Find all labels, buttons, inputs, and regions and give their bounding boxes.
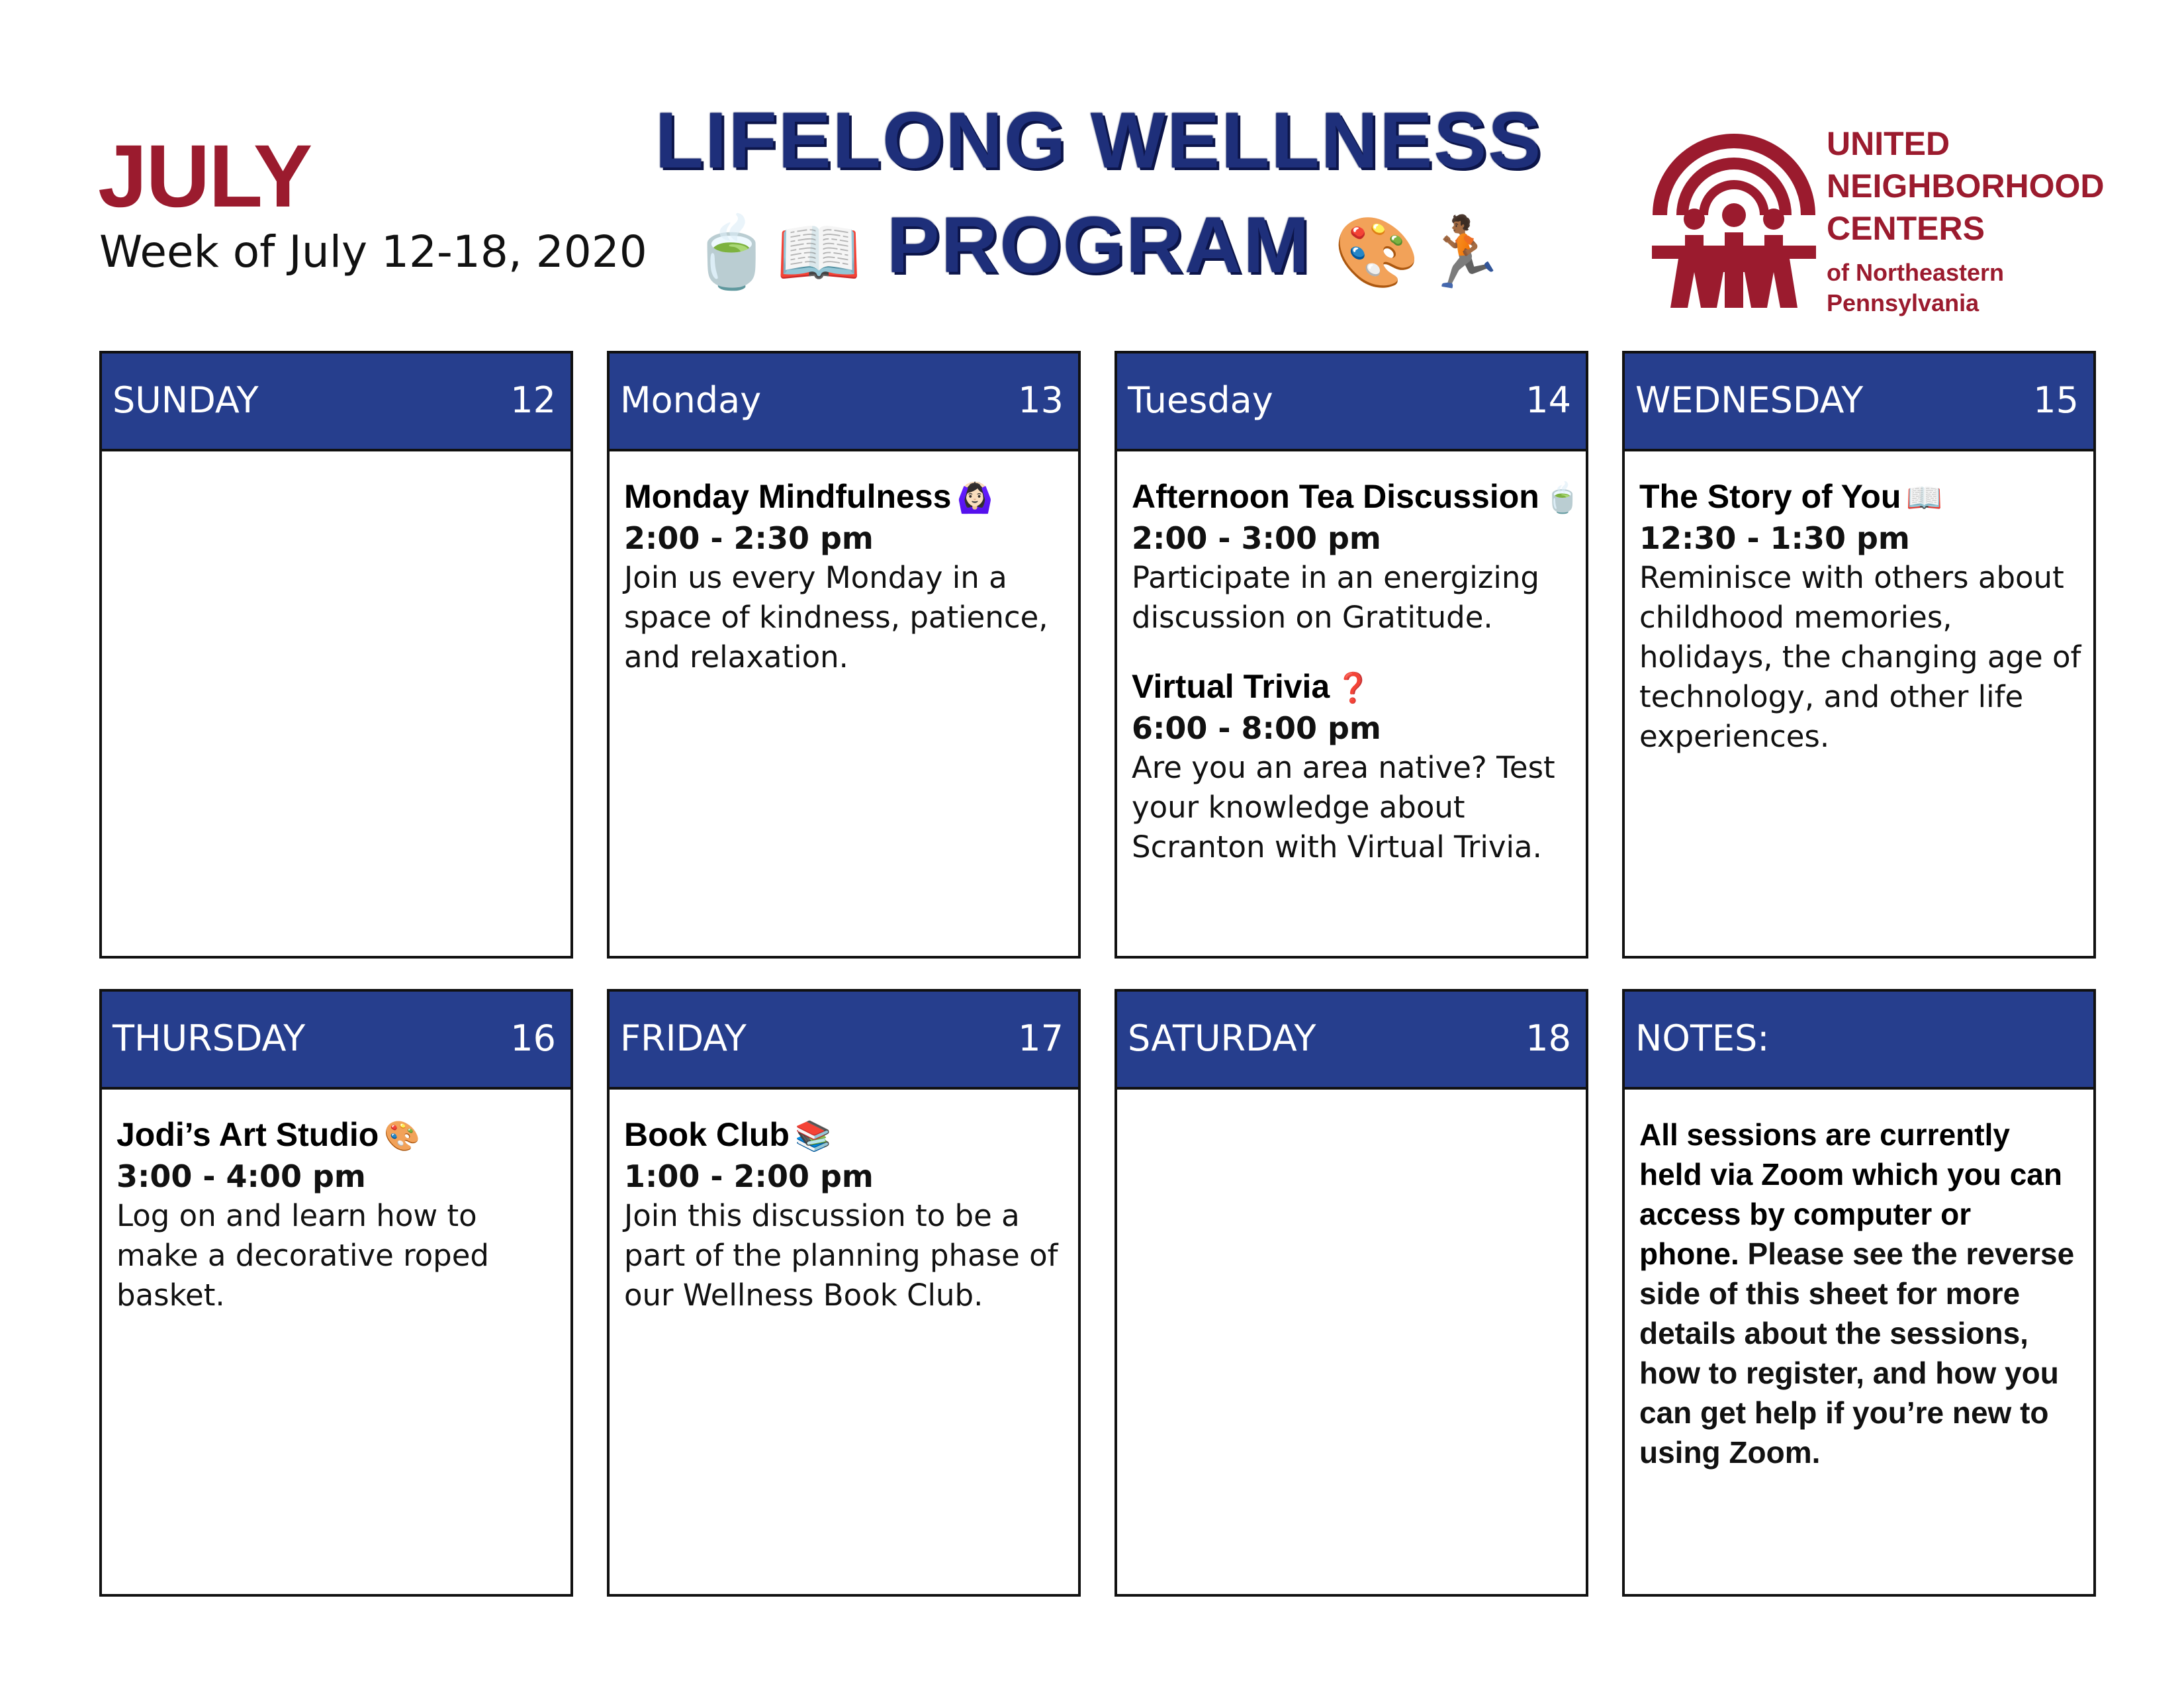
event-title-text: Virtual Trivia	[1132, 668, 1330, 705]
event-description: Join this discussion to be a part of the planning phase of our Wellness Book Club.	[624, 1198, 1058, 1313]
event-time: 2:00 - 2:30 pm	[624, 520, 874, 556]
yoga-person-icon: 🙆🏻‍♀️	[956, 482, 993, 514]
notes-header	[1622, 989, 2096, 1087]
event-description: Are you an area native? Test your knowledge about Scranton with Virtual Trivia.	[1132, 750, 1555, 865]
week-range: Week of July 12-18, 2020	[99, 226, 647, 277]
day-body	[99, 449, 573, 959]
event-description: Log on and learn how to make a decorative roped basket.	[116, 1198, 489, 1313]
logo-line-neighborhood: NEIGHBORHOOD	[1827, 167, 2105, 205]
books-icon: 📚	[794, 1120, 831, 1152]
open-book-icon: 📖	[1906, 482, 1943, 514]
day-header	[1622, 351, 2096, 449]
day-header	[99, 989, 573, 1087]
day-header	[607, 351, 1081, 449]
day-cell-sunday	[99, 351, 573, 959]
day-body	[1115, 449, 1588, 959]
event-virtual-trivia	[1132, 667, 1574, 867]
program-title	[635, 93, 1562, 295]
day-name: SATURDAY	[1128, 1017, 1316, 1059]
event-monday-mindfulness	[624, 477, 1066, 677]
day-name: Monday	[620, 379, 762, 421]
notes-label: NOTES:	[1635, 1017, 1770, 1059]
event-time: 6:00 - 8:00 pm	[1132, 710, 1381, 746]
day-header	[607, 989, 1081, 1087]
day-number: 12	[510, 379, 556, 421]
day-body	[99, 1087, 573, 1597]
day-name: FRIDAY	[620, 1017, 747, 1059]
day-body	[1622, 449, 2096, 959]
day-body	[1115, 1087, 1588, 1597]
event-art-studio	[116, 1115, 559, 1315]
day-cell-tuesday	[1115, 351, 1588, 959]
event-afternoon-tea	[1132, 477, 1581, 637]
unc-logo-text	[1827, 122, 2104, 318]
event-title	[116, 1115, 559, 1156]
event-title-text: Book Club	[624, 1116, 790, 1153]
event-title-text: Monday Mindfulness	[624, 478, 952, 515]
day-cell-wednesday	[1622, 351, 2096, 959]
logo-line-northeastern: of Northeastern	[1827, 259, 2005, 286]
day-number: 18	[1525, 1017, 1571, 1059]
day-number: 13	[1018, 379, 1064, 421]
unc-logo-icon	[1648, 116, 1820, 314]
event-title	[624, 477, 1066, 518]
event-description: Participate in an energizing discussion on Gratitude.	[1132, 560, 1539, 635]
event-time: 12:30 - 1:30 pm	[1639, 520, 1910, 556]
question-mark-icon: ❓	[1335, 672, 1372, 704]
day-cell-thursday	[99, 989, 573, 1597]
day-header	[1115, 989, 1588, 1087]
day-number: 14	[1525, 379, 1571, 421]
day-header	[1115, 351, 1588, 449]
day-cell-monday	[607, 351, 1081, 959]
event-book-club	[624, 1115, 1066, 1315]
notes-rest-text: Please see the reverse side of this sheet for more details about the sessions, how to register, and how you can get help if you’re new to using Zoom.	[1639, 1237, 2075, 1470]
event-time: 1:00 - 2:00 pm	[624, 1158, 874, 1194]
event-title-text: The Story of You	[1639, 478, 1901, 515]
day-header	[99, 351, 573, 449]
day-name: THURSDAY	[113, 1017, 306, 1059]
day-cell-saturday	[1115, 989, 1588, 1597]
day-number: 17	[1018, 1017, 1064, 1059]
logo-line-pennsylvania: Pennsylvania	[1827, 289, 1979, 316]
event-title-text: Afternoon Tea Discussion	[1132, 478, 1539, 515]
program-title-line2	[635, 197, 1562, 295]
day-name: Tuesday	[1128, 379, 1273, 421]
notes-cell	[1622, 989, 2096, 1597]
logo-line-united: UNITED	[1827, 125, 1950, 162]
event-title	[1132, 667, 1574, 708]
event-title	[1132, 477, 1581, 518]
notes-text	[1639, 1115, 2081, 1472]
notes-body	[1622, 1087, 2096, 1597]
event-title-text: Jodi’s Art Studio	[116, 1116, 379, 1153]
event-description: Reminisce with others about childhood memories, holidays, the changing age of technology, and other life experiences.	[1639, 560, 2081, 754]
program-title-line1: LIFELONG WELLNESS	[655, 96, 1543, 185]
logo-line-centers: CENTERS	[1827, 210, 1985, 247]
event-time: 3:00 - 4:00 pm	[116, 1158, 366, 1194]
tea-book-emoji-icon: 🍵📖	[689, 214, 864, 291]
day-number: 16	[510, 1017, 556, 1059]
day-name: WEDNESDAY	[1635, 379, 1864, 421]
program-title-word: PROGRAM	[886, 201, 1311, 289]
event-description: Join us every Monday in a space of kindness, patience, and relaxation.	[624, 560, 1048, 675]
day-body	[607, 449, 1081, 959]
day-number: 15	[2033, 379, 2079, 421]
unc-logo	[1648, 116, 2118, 314]
day-cell-friday	[607, 989, 1081, 1597]
event-title	[1639, 477, 2081, 518]
tea-icon: 🍵	[1544, 482, 1581, 514]
event-story-of-you	[1639, 477, 2081, 757]
day-body	[607, 1087, 1081, 1597]
event-time: 2:00 - 3:00 pm	[1132, 520, 1381, 556]
month-title: JULY	[98, 127, 312, 226]
notes-bold-text: All sessions are currently held via Zoom which you can access by computer or phone.	[1639, 1117, 2062, 1271]
palette-runner-emoji-icon: 🎨🏃🏾	[1334, 214, 1508, 291]
event-title	[624, 1115, 1066, 1156]
palette-icon: 🎨	[384, 1120, 421, 1152]
day-name: SUNDAY	[113, 379, 259, 421]
